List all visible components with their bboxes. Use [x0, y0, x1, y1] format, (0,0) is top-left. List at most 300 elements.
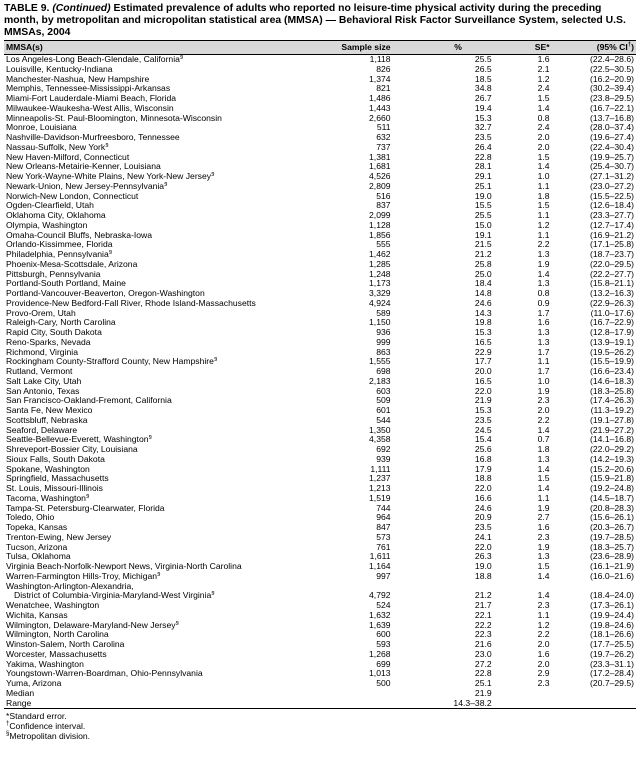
- cell-ci: [550, 240, 636, 250]
- table-row: [4, 621, 636, 631]
- cell-area: [4, 231, 327, 241]
- cell-ci-text: (28.0–37.4): [590, 123, 634, 133]
- table-row: [4, 221, 636, 231]
- cell-sample-size-text: 2,660: [369, 113, 391, 123]
- cell-se-text: 1.7: [537, 308, 550, 318]
- cell-percent-text: 26.4: [474, 142, 492, 152]
- cell-sample-size-text: 826: [376, 64, 391, 74]
- cell-area-text: Wilmington, Delaware-Maryland-New Jersey: [6, 620, 176, 630]
- cell-ci: [550, 153, 636, 163]
- summary-empty: [550, 689, 636, 699]
- cell-sample-size-text: 511: [376, 123, 391, 133]
- cell-sample-size: [327, 484, 390, 494]
- cell-se: [492, 621, 550, 631]
- summary-value: 14.3–38.2: [391, 699, 492, 709]
- table-row: [4, 250, 636, 260]
- cell-area: [4, 406, 327, 416]
- cell-area-text: New Orleans-Metairie-Kenner, Louisiana: [6, 162, 161, 172]
- cell-sample-size-text: 821: [376, 84, 391, 94]
- header-area: MMSA(s): [6, 42, 43, 52]
- table-row: [4, 562, 636, 572]
- cell-se: [492, 299, 550, 309]
- cell-ci-text: (22.5–30.5): [590, 64, 634, 74]
- cell-area: [4, 279, 327, 289]
- cell-ci-text: (22.2–27.7): [590, 269, 634, 279]
- cell-ci: [550, 445, 636, 455]
- cell-ci-text: (17.4–26.3): [590, 396, 634, 406]
- cell-ci-text: (17.7–25.5): [590, 640, 634, 649]
- table-row: [4, 279, 636, 289]
- cell-percent-text: 20.0: [474, 367, 492, 376]
- cell-percent-text: 19.8: [474, 318, 492, 328]
- cell-ci: [550, 474, 636, 484]
- cell-ci: [550, 426, 636, 436]
- cell-ci-text: (16.7–22.1): [590, 103, 634, 113]
- table-row: [4, 406, 636, 416]
- table-row: [4, 601, 636, 611]
- cell-area: [4, 211, 327, 221]
- footnote: [6, 731, 636, 741]
- cell-ci-text: (22.0–29.2): [590, 445, 634, 454]
- cell-ci: [550, 201, 636, 211]
- cell-percent-text: 25.5: [474, 211, 492, 220]
- cell-se-text: 0.9: [537, 298, 550, 308]
- cell-percent-text: 15.3: [474, 113, 492, 123]
- cell-percent-text: 26.7: [474, 94, 492, 103]
- cell-percent-text: 15.3: [474, 406, 492, 415]
- cell-percent-text: 16.5: [474, 337, 492, 347]
- cell-area-text: New York-Wayne-White Plains, New York-New Jersey: [6, 172, 212, 181]
- cell-percent: [391, 104, 492, 114]
- cell-ci-text: (17.1–25.8): [590, 240, 634, 250]
- cell-se-text: 1.9: [537, 386, 550, 396]
- cell-se-text: 2.0: [537, 659, 550, 669]
- header-ci-suffix: ): [631, 42, 634, 52]
- cell-area: [4, 611, 327, 621]
- table-row: [4, 84, 636, 94]
- cell-se: [492, 94, 550, 104]
- cell-se: [492, 84, 550, 94]
- cell-percent: [391, 240, 492, 250]
- footnotes: [4, 711, 636, 741]
- cell-area-text: Orlando-Kissimmee, Florida: [6, 240, 113, 250]
- cell-sample-size: [327, 552, 390, 562]
- cell-ci-text: (16.6–23.4): [590, 367, 634, 376]
- cell-area-text: Yakima, Washington: [6, 659, 84, 669]
- cell-percent: [391, 523, 492, 533]
- cell-percent-text: 19.1: [474, 230, 492, 240]
- cell-se: [492, 523, 550, 533]
- cell-area: [4, 504, 327, 514]
- cell-area: [4, 270, 327, 280]
- cell-area: [4, 416, 327, 426]
- cell-area-text: Youngstown-Warren-Boardman, Ohio-Pennsylvania: [6, 669, 203, 679]
- cell-se: [492, 133, 550, 143]
- cell-ci: [550, 357, 636, 367]
- prevalence-table: [4, 40, 636, 709]
- cell-area: [4, 630, 327, 640]
- cell-se: [492, 153, 550, 163]
- cell-sample-size: [327, 143, 390, 153]
- cell-sample-size: [327, 445, 390, 455]
- table-row: [4, 552, 636, 562]
- cell-se-text: 1.7: [537, 347, 550, 357]
- cell-se-text: 2.7: [537, 513, 550, 523]
- cell-area-text: Rapid City, South Dakota: [6, 328, 102, 337]
- cell-sample-size-text: 4,526: [369, 172, 391, 181]
- cell-percent-text: 23.0: [474, 649, 492, 659]
- cell-percent: [391, 55, 492, 65]
- summary-empty: [492, 689, 550, 699]
- cell-percent: [391, 650, 492, 660]
- cell-ci-text: (12.7–17.4): [590, 220, 634, 230]
- cell-sample-size: [327, 435, 390, 445]
- cell-ci-text: (14.5–18.7): [590, 493, 634, 503]
- cell-ci-text: (19.5–26.2): [590, 347, 634, 357]
- cell-ci: [550, 513, 636, 523]
- cell-se: [492, 55, 550, 65]
- cell-se: [492, 543, 550, 553]
- cell-se-text: 1.4: [537, 269, 550, 279]
- cell-percent: [391, 143, 492, 153]
- cell-area: [4, 601, 327, 611]
- cell-ci-text: (15.9–21.8): [590, 474, 634, 484]
- table-row: [4, 133, 636, 143]
- table-row: [4, 153, 636, 163]
- cell-ci: [550, 533, 636, 543]
- cell-se: [492, 572, 550, 582]
- cell-area: [4, 572, 327, 582]
- cell-percent: [391, 552, 492, 562]
- cell-ci: [550, 465, 636, 475]
- cell-percent-text: 15.3: [474, 328, 492, 337]
- cell-area-text: Oklahoma City, Oklahoma: [6, 211, 106, 220]
- cell-ci-text: (14.6–18.3): [590, 376, 634, 386]
- cell-sample-size: [327, 231, 390, 241]
- cell-se: [492, 260, 550, 270]
- cell-percent-text: 21.7: [474, 601, 492, 610]
- cell-percent-text: 26.5: [474, 64, 492, 74]
- cell-se: [492, 465, 550, 475]
- cell-se: [492, 211, 550, 221]
- cell-area: [4, 299, 327, 309]
- cell-se-text: 1.7: [537, 367, 550, 376]
- cell-ci-text: (14.2–19.3): [590, 454, 634, 464]
- cell-se: [492, 162, 550, 172]
- cell-area-text: Nassau-Suffolk, New York: [6, 142, 106, 152]
- cell-percent-text: 21.2: [474, 250, 492, 259]
- cell-ci: [550, 562, 636, 572]
- cell-sample-size-text: 524: [376, 601, 391, 610]
- cell-area-text: Ogden-Clearfield, Utah: [6, 201, 94, 211]
- cell-area-text: Toledo, Ohio: [6, 513, 55, 523]
- table-row: [4, 338, 636, 348]
- cell-area-text: Tucson, Arizona: [6, 542, 68, 552]
- cell-se: [492, 630, 550, 640]
- cell-area-text: Scottsbluff, Nebraska: [6, 415, 88, 425]
- cell-area-text: Los Angeles-Long Beach-Glendale, California: [6, 54, 180, 64]
- cell-area-text: Tampa-St. Petersburg-Clearwater, Florida: [6, 503, 165, 513]
- cell-percent-text: 24.6: [474, 298, 492, 308]
- cell-area-text: New Haven-Milford, Connecticut: [6, 152, 130, 162]
- table-row: [4, 416, 636, 426]
- cell-area-text: Pittsburgh, Pennsylvania: [6, 269, 101, 279]
- cell-area: [4, 513, 327, 523]
- cell-percent-text: 17.7: [474, 357, 492, 367]
- cell-sample-size-text: 1,681: [369, 162, 391, 172]
- cell-ci: [550, 328, 636, 338]
- cell-se-text: 1.4: [537, 571, 550, 581]
- cell-ci: [550, 523, 636, 533]
- cell-area: [4, 494, 327, 504]
- cell-sample-size-text: 2,099: [369, 211, 391, 220]
- cell-sample-size: [327, 250, 390, 260]
- cell-se-text: 1.6: [537, 54, 550, 64]
- cell-percent: [391, 513, 492, 523]
- table-row: [4, 367, 636, 377]
- cell-area-text: Miami-Fort Lauderdale-Miami Beach, Florida: [6, 94, 177, 103]
- cell-percent-text: 19.0: [474, 562, 492, 571]
- cell-area-text: Seaford, Delaware: [6, 425, 78, 435]
- cell-se: [492, 328, 550, 338]
- table-row: [4, 465, 636, 475]
- cell-sample-size: [327, 279, 390, 289]
- cell-percent: [391, 201, 492, 211]
- cell-sample-size-text: 516: [376, 191, 391, 201]
- cell-ci-text: (16.2–20.9): [590, 74, 634, 84]
- cell-sample-size: [327, 455, 390, 465]
- cell-se-text: 2.2: [537, 630, 550, 640]
- cell-se-text: 2.0: [537, 406, 550, 415]
- cell-sample-size: [327, 611, 390, 621]
- cell-percent-text: 29.1: [474, 172, 492, 181]
- cell-sample-size: [327, 416, 390, 426]
- cell-sample-size-text: 1,462: [369, 250, 391, 259]
- cell-sample-size: [327, 396, 390, 406]
- cell-percent: [391, 279, 492, 289]
- cell-percent-text: 17.9: [474, 464, 492, 474]
- cell-percent-text: 22.1: [474, 610, 492, 620]
- header-percent: %: [454, 42, 462, 52]
- cell-ci-text: (12.6–18.4): [590, 201, 634, 211]
- cell-ci: [550, 338, 636, 348]
- cell-area-text: Seattle-Bellevue-Everett, Washington: [6, 435, 149, 445]
- table-row: [4, 426, 636, 436]
- cell-area-text: Santa Fe, New Mexico: [6, 406, 93, 415]
- cell-percent-text: 22.0: [474, 542, 492, 552]
- cell-sample-size: [327, 328, 390, 338]
- cell-ci-text: (23.0–27.2): [590, 181, 634, 191]
- cell-se: [492, 377, 550, 387]
- cell-area-text: St. Louis, Missouri-Illinois: [6, 484, 103, 493]
- cell-sample-size-text: 936: [376, 328, 391, 337]
- cell-area: [4, 562, 327, 572]
- summary-row: [4, 699, 636, 709]
- table-row: [4, 114, 636, 124]
- cell-ci: [550, 416, 636, 426]
- footnote-text: Metropolitan division.: [9, 731, 91, 742]
- cell-sample-size-text: 761: [376, 542, 391, 552]
- table-row: [4, 591, 636, 601]
- cell-ci-text: (27.1–31.2): [590, 172, 634, 181]
- cell-ci-text: (19.8–24.6): [590, 620, 634, 630]
- cell-ci-text: (11.3–19.2): [590, 406, 634, 415]
- cell-ci: [550, 279, 636, 289]
- cell-sample-size-text: 500: [376, 679, 391, 688]
- cell-percent: [391, 348, 492, 358]
- cell-area: [4, 465, 327, 475]
- cell-sample-size: [327, 406, 390, 416]
- table-row: [4, 260, 636, 270]
- footnote-text: Standard error.: [9, 711, 67, 722]
- cell-sample-size-text: 1,213: [369, 484, 391, 493]
- cell-ci: [550, 55, 636, 65]
- table-row: [4, 679, 636, 689]
- cell-sample-size: [327, 543, 390, 553]
- cell-ci-text: (16.0–21.6): [590, 571, 634, 581]
- cell-ci: [550, 543, 636, 553]
- cell-se: [492, 640, 550, 650]
- cell-se-text: 1.4: [537, 464, 550, 474]
- cell-ci-text: (15.8–21.1): [590, 279, 634, 289]
- cell-ci: [550, 669, 636, 679]
- table-row: [4, 309, 636, 319]
- cell-sample-size: [327, 221, 390, 231]
- table-row: [4, 572, 636, 582]
- cell-ci-text: (16.1–21.9): [590, 562, 634, 571]
- metropolitan-division-mark: §: [157, 571, 161, 577]
- metropolitan-division-mark: §: [211, 591, 215, 597]
- table-row: [4, 630, 636, 640]
- table-page: [4, 0, 636, 741]
- cell-ci: [550, 377, 636, 387]
- cell-se: [492, 504, 550, 514]
- cell-ci: [550, 504, 636, 514]
- cell-sample-size-text: 555: [376, 240, 391, 250]
- cell-se: [492, 484, 550, 494]
- cell-se: [492, 143, 550, 153]
- cell-se-text: 1.4: [537, 484, 550, 493]
- cell-ci: [550, 299, 636, 309]
- cell-percent: [391, 445, 492, 455]
- cell-area: [4, 377, 327, 387]
- cell-area: [4, 474, 327, 484]
- cell-area: [4, 396, 327, 406]
- cell-area: [4, 455, 327, 465]
- cell-area: [4, 318, 327, 328]
- cell-area-text: Topeka, Kansas: [6, 523, 68, 532]
- cell-se: [492, 387, 550, 397]
- cell-ci: [550, 289, 636, 299]
- cell-percent: [391, 601, 492, 611]
- cell-ci: [550, 75, 636, 85]
- cell-area: [4, 75, 327, 85]
- table-row: [4, 445, 636, 455]
- cell-sample-size: [327, 84, 390, 94]
- cell-sample-size: [327, 387, 390, 397]
- summary-label: Median: [6, 688, 35, 698]
- cell-area: [4, 192, 327, 202]
- cell-sample-size-text: 847: [376, 523, 391, 532]
- cell-area-text: San Antonio, Texas: [6, 386, 80, 396]
- cell-se: [492, 426, 550, 436]
- cell-sample-size: [327, 172, 390, 182]
- table-row: [4, 377, 636, 387]
- header-se: SE*: [534, 42, 550, 52]
- cell-percent-text: 18.5: [474, 74, 492, 84]
- cell-area: [4, 182, 327, 192]
- table-row: [4, 533, 636, 543]
- cell-ci-text: (16.9–21.2): [590, 230, 634, 240]
- cell-se: [492, 669, 550, 679]
- cell-se-text: 1.1: [537, 181, 550, 191]
- cell-percent-text: 25.5: [474, 54, 492, 64]
- cell-sample-size-text: 2,809: [369, 181, 391, 191]
- cell-ci: [550, 182, 636, 192]
- cell-percent-text: 21.2: [474, 591, 492, 601]
- cell-ci-text: (19.7–26.2): [590, 649, 634, 659]
- cell-percent: [391, 162, 492, 172]
- table-row: [4, 270, 636, 280]
- cell-ci-text: (20.8–28.3): [590, 503, 634, 513]
- cell-area: [4, 435, 327, 445]
- cell-sample-size-text: 3,329: [369, 289, 391, 298]
- cell-se-text: 1.2: [537, 620, 550, 630]
- cell-sample-size: [327, 630, 390, 640]
- cell-percent: [391, 426, 492, 436]
- cell-area-text: Memphis, Tennessee-Mississippi-Arkansas: [6, 84, 171, 94]
- cell-ci-text: (15.5–22.5): [590, 191, 634, 201]
- cell-sample-size-text: 1,486: [369, 94, 391, 103]
- cell-area: [4, 387, 327, 397]
- cell-sample-size: [327, 377, 390, 387]
- cell-se: [492, 182, 550, 192]
- cell-se: [492, 552, 550, 562]
- cell-percent: [391, 465, 492, 475]
- cell-percent: [391, 494, 492, 504]
- cell-se-text: 2.2: [537, 240, 550, 250]
- cell-sample-size-text: 1,856: [369, 230, 391, 240]
- cell-sample-size-text: 698: [376, 367, 391, 376]
- cell-area: [4, 650, 327, 660]
- cell-ci: [550, 660, 636, 670]
- cell-se: [492, 660, 550, 670]
- cell-percent-text: 24.5: [474, 425, 492, 435]
- cell-sample-size-text: 744: [376, 503, 391, 513]
- cell-percent-text: 19.0: [474, 191, 492, 201]
- cell-percent: [391, 221, 492, 231]
- cell-sample-size-text: 1,519: [369, 493, 391, 503]
- cell-se-text: 1.5: [537, 152, 550, 162]
- cell-percent-text: 16.6: [474, 493, 492, 503]
- cell-ci: [550, 640, 636, 650]
- cell-sample-size: [327, 114, 390, 124]
- cell-percent: [391, 572, 492, 582]
- cell-se-text: 2.1: [537, 64, 550, 74]
- cell-se: [492, 435, 550, 445]
- cell-ci: [550, 65, 636, 75]
- metropolitan-division-mark: §: [148, 435, 152, 441]
- cell-se: [492, 114, 550, 124]
- cell-sample-size-text: 1,150: [369, 318, 391, 328]
- cell-sample-size-text: 1,555: [369, 357, 391, 367]
- cell-se: [492, 289, 550, 299]
- cell-se-text: 0.8: [537, 289, 550, 298]
- cell-sample-size: [327, 309, 390, 319]
- cell-ci: [550, 591, 636, 601]
- cell-percent-text: 25.6: [474, 445, 492, 454]
- cell-sample-size: [327, 75, 390, 85]
